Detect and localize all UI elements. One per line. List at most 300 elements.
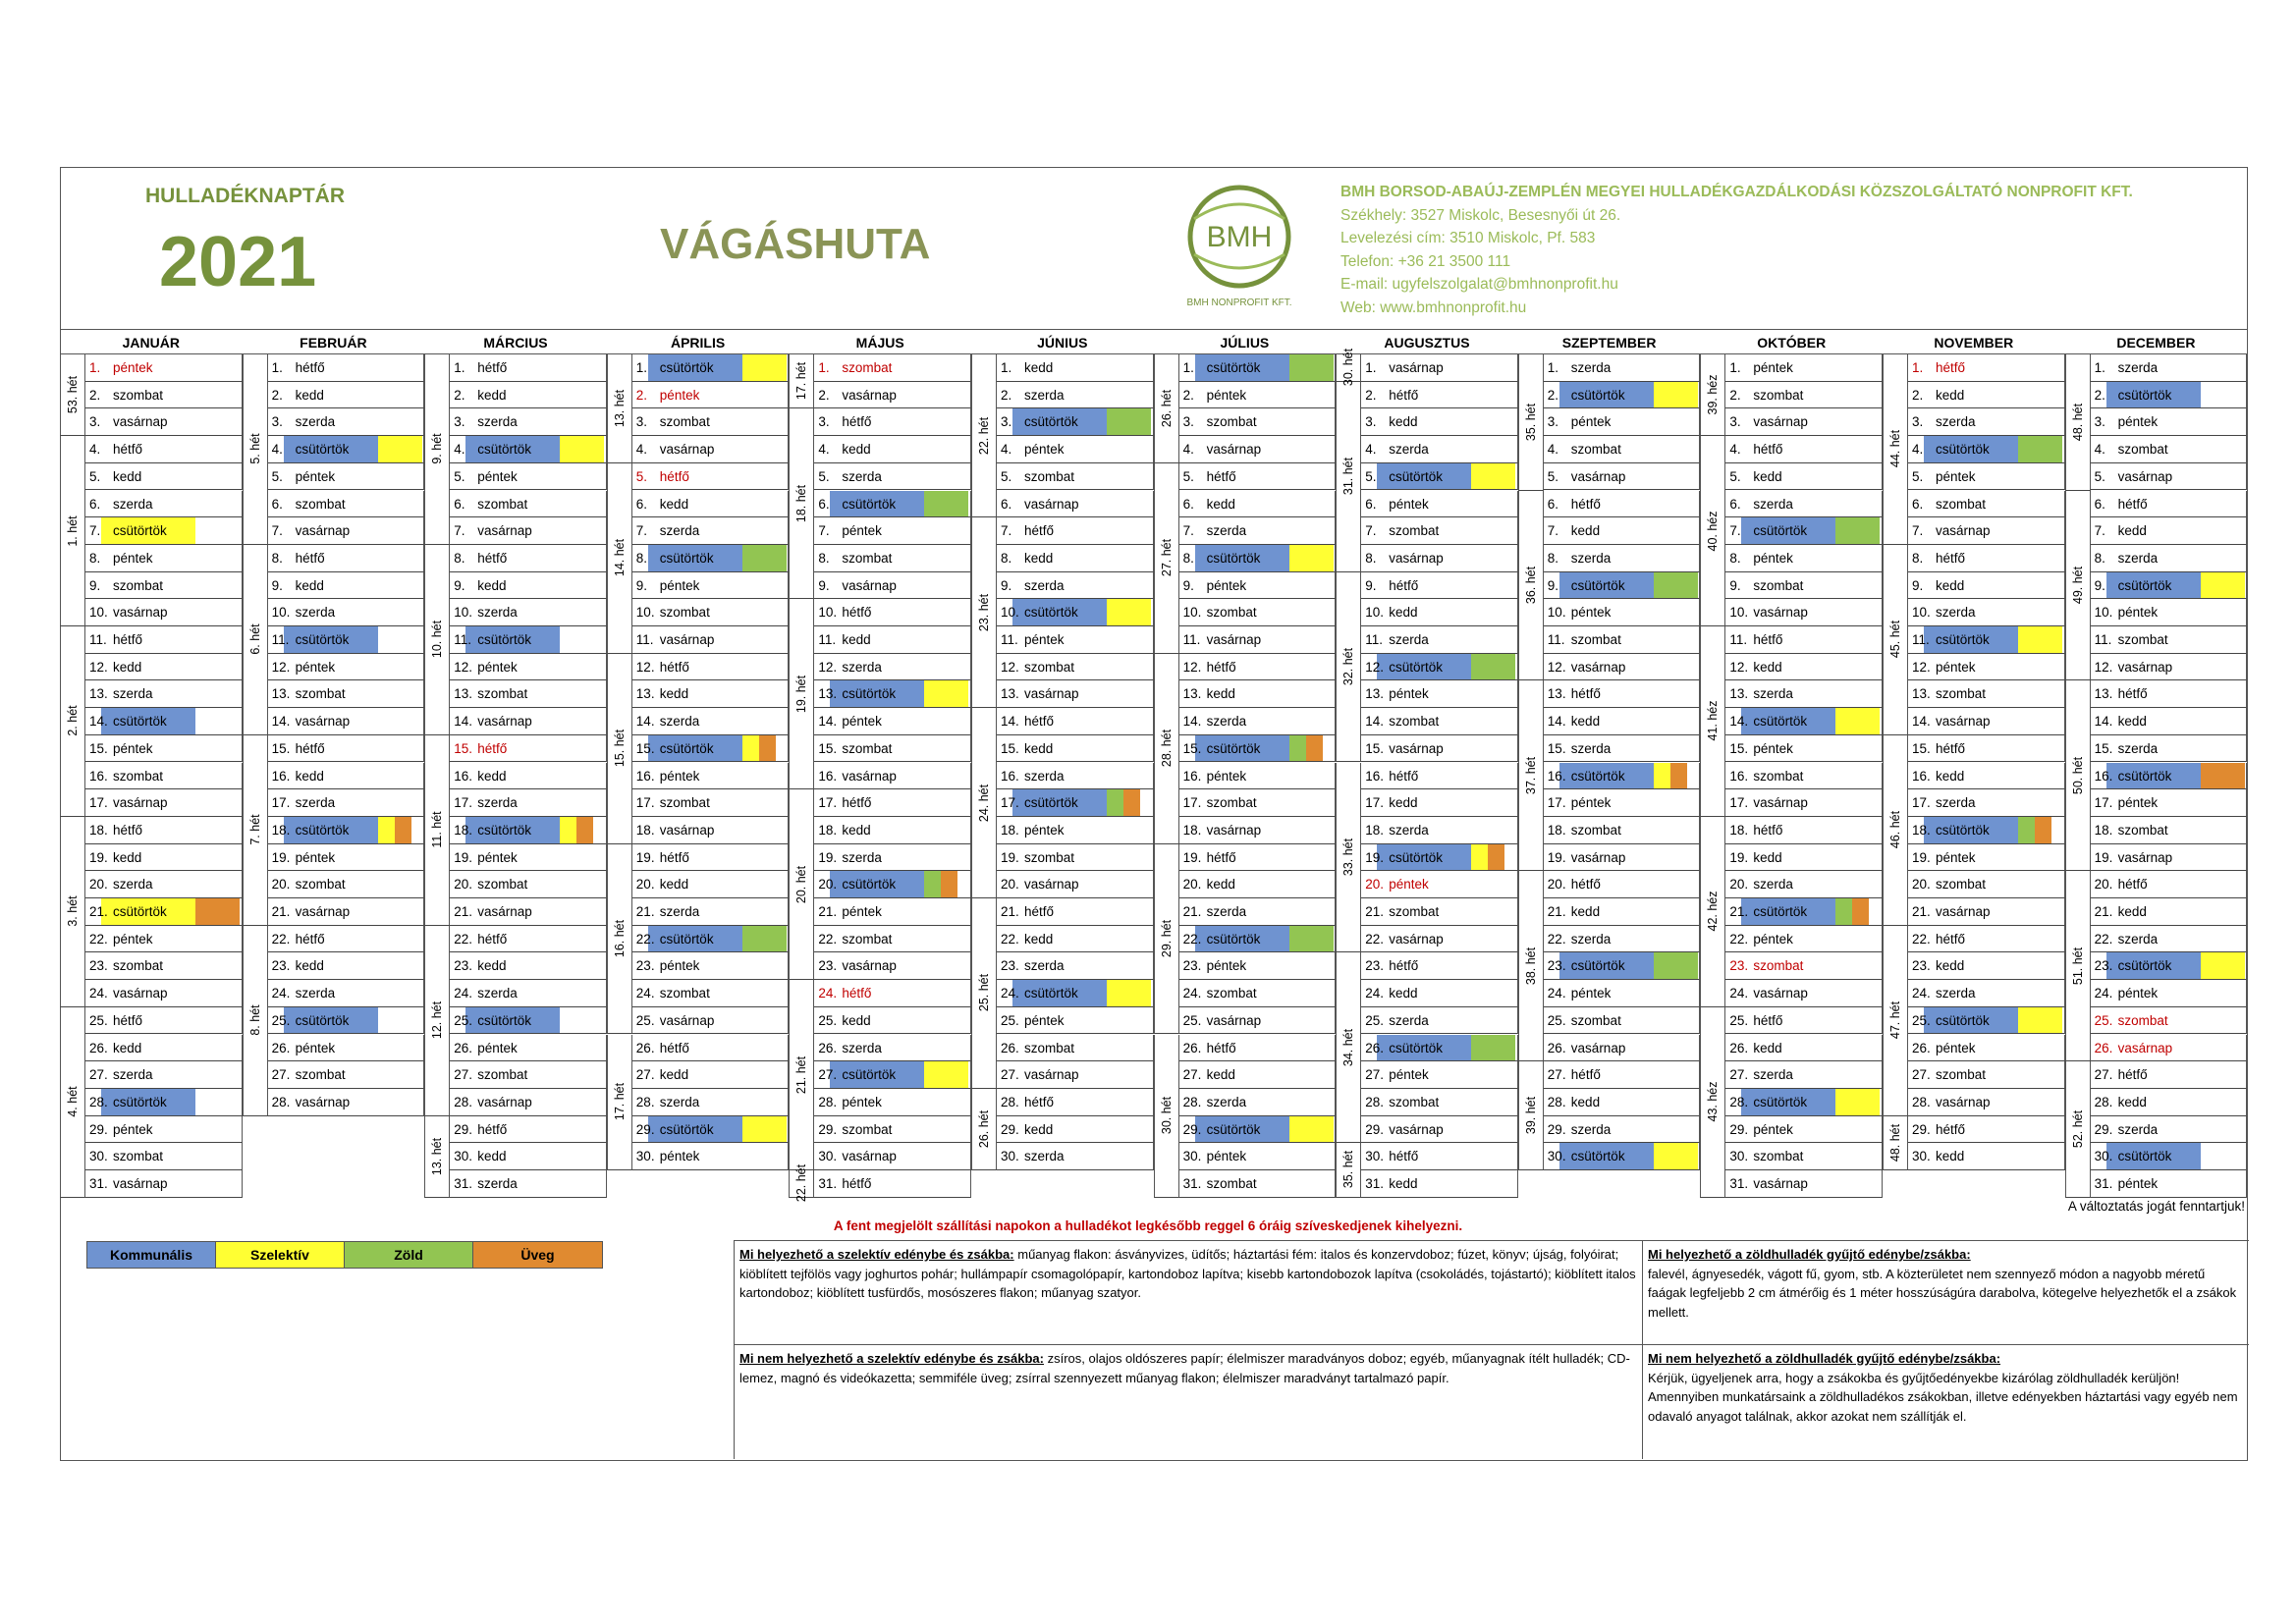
- day-number: 24.: [2094, 986, 2113, 1001]
- weekday-name: csütörtök: [842, 496, 897, 512]
- weekday-name: hétfő: [659, 659, 689, 675]
- day-number: 29.: [1365, 1121, 1384, 1137]
- day-row: [1908, 1089, 2065, 1116]
- day-number: 23.: [2094, 958, 2113, 974]
- week-number: 51. hét: [2065, 871, 2091, 1061]
- day-number: 15.: [271, 740, 291, 756]
- day-number: 15.: [454, 740, 472, 756]
- day-number: 23.: [1001, 958, 1019, 974]
- week-number: 41. héz: [1700, 626, 1725, 817]
- day-row: [814, 817, 971, 844]
- weekday-name: vasárnap: [1753, 795, 1808, 811]
- day-row: [1725, 354, 1883, 382]
- collection-marker: [1835, 517, 1880, 544]
- weekday-name: péntek: [477, 849, 518, 865]
- day-number: 2.: [2094, 387, 2105, 403]
- weekday-name: szerda: [1206, 904, 1247, 919]
- collection-marker: [1654, 763, 1670, 789]
- week-number: 31. hét: [1336, 382, 1361, 572]
- week-number: 9. hét: [424, 354, 450, 545]
- company-line: Székhely: 3527 Miskolc, Besesnyői út 26.: [1340, 206, 1621, 224]
- day-row: [450, 817, 607, 844]
- day-number: 18.: [1001, 822, 1019, 838]
- weekday-name: csütörtök: [113, 714, 167, 730]
- collection-marker: [1654, 572, 1698, 599]
- day-number: 19.: [1729, 849, 1749, 865]
- day-row: [632, 708, 790, 735]
- day-row: [632, 354, 790, 382]
- weekday-name: szerda: [1024, 1149, 1065, 1164]
- day-number: 23.: [635, 958, 655, 974]
- collection-marker: [1306, 735, 1323, 762]
- day-number: 18.: [271, 822, 291, 838]
- weekday-name: kedd: [2117, 904, 2147, 919]
- day-row: [997, 599, 1154, 626]
- day-row: [268, 789, 425, 817]
- day-row: [85, 545, 243, 572]
- weekday-name: csütörtök: [1936, 822, 1990, 838]
- weekday-name: csütörtök: [1024, 605, 1078, 621]
- day-row: [632, 789, 790, 817]
- weekday-name: csütörtök: [2117, 958, 2172, 974]
- weekday-name: szombat: [1206, 1176, 1257, 1191]
- weekday-name: péntek: [842, 523, 882, 539]
- weekday-name: szerda: [1570, 1121, 1612, 1137]
- weekday-name: szerda: [295, 795, 336, 811]
- weekday-name: vasárnap: [1753, 414, 1808, 430]
- day-number: 16.: [818, 768, 838, 784]
- month-header: JÚNIUS: [971, 329, 1154, 354]
- day-row: [1361, 626, 1518, 654]
- day-row: [1544, 789, 1701, 817]
- day-number: 19.: [1001, 849, 1019, 865]
- day-row: [997, 789, 1154, 817]
- collection-marker: [195, 898, 240, 925]
- day-row: [1361, 952, 1518, 980]
- day-number: 28.: [635, 1094, 655, 1109]
- day-row: [814, 1061, 971, 1089]
- weekday-name: péntek: [113, 360, 153, 375]
- day-number: 25.: [1182, 1012, 1202, 1028]
- weekday-name: szombat: [1753, 1149, 1804, 1164]
- day-number: 13.: [635, 686, 655, 702]
- weekday-name: vasárnap: [1389, 1121, 1444, 1137]
- weekday-name: hétfő: [477, 740, 508, 756]
- weekday-name: szombat: [842, 931, 893, 947]
- day-number: 27.: [1729, 1067, 1749, 1083]
- day-row: [268, 463, 425, 491]
- weekday-name: kedd: [1024, 550, 1054, 566]
- day-row: [1361, 980, 1518, 1007]
- day-number: 11.: [635, 632, 654, 647]
- weekday-name: csütörtök: [477, 822, 531, 838]
- day-number: 26.: [2094, 1040, 2113, 1055]
- weekday-name: vasárnap: [1936, 714, 1991, 730]
- day-row: [814, 980, 971, 1007]
- day-number: 20.: [1001, 877, 1019, 893]
- day-number: 10.: [89, 605, 108, 621]
- weekday-name: csütörtök: [659, 931, 714, 947]
- day-row: [1361, 436, 1518, 463]
- week-number: 11. hét: [424, 735, 450, 926]
- collection-marker: [2201, 763, 2245, 789]
- weekday-name: szerda: [295, 986, 336, 1001]
- logo-text: BMH: [1206, 221, 1273, 253]
- day-number: 30.: [1001, 1149, 1019, 1164]
- day-row: [1544, 980, 1701, 1007]
- day-row: [997, 926, 1154, 953]
- collection-marker: [2201, 572, 2245, 599]
- weekday-name: szombat: [295, 877, 346, 893]
- day-number: 3.: [818, 414, 830, 430]
- day-row: [632, 817, 790, 844]
- weekday-name: vasárnap: [1389, 740, 1444, 756]
- day-number: 6.: [271, 496, 283, 512]
- weekday-name: péntek: [2117, 605, 2159, 621]
- collection-marker: [1289, 735, 1306, 762]
- day-number: 28.: [1001, 1094, 1019, 1109]
- day-number: 9.: [271, 577, 283, 593]
- day-row: [450, 517, 607, 545]
- day-number: 15.: [1729, 740, 1749, 756]
- day-number: 22.: [1001, 931, 1019, 947]
- day-number: 20.: [818, 877, 838, 893]
- weekday-name: kedd: [1389, 605, 1418, 621]
- weekday-name: vasárnap: [1206, 822, 1262, 838]
- day-row: [814, 1143, 971, 1170]
- day-row: [997, 1007, 1154, 1035]
- weekday-name: kedd: [1753, 468, 1782, 484]
- day-number: 3.: [1729, 414, 1741, 430]
- day-number: 7.: [1547, 523, 1559, 539]
- weekday-name: péntek: [1389, 496, 1429, 512]
- day-row: [2091, 436, 2248, 463]
- day-row: [2091, 1007, 2248, 1035]
- day-row: [814, 626, 971, 654]
- day-number: 24.: [1365, 986, 1384, 1001]
- day-row: [1908, 871, 2065, 898]
- week-number: 52. hét: [2065, 1061, 2091, 1198]
- day-row: [997, 1035, 1154, 1062]
- day-number: 10.: [1729, 605, 1749, 621]
- weekday-name: szerda: [477, 986, 518, 1001]
- weekday-name: kedd: [1389, 986, 1418, 1001]
- collection-marker: [560, 436, 604, 462]
- day-number: 6.: [635, 496, 648, 512]
- day-number: 25.: [818, 1012, 838, 1028]
- day-row: [1544, 1007, 1701, 1035]
- day-row: [632, 680, 790, 708]
- day-row: [1544, 844, 1701, 872]
- weekday-name: hétfő: [1389, 768, 1419, 784]
- weekday-name: vasárnap: [1570, 1040, 1626, 1055]
- weekday-name: csütörtök: [1024, 986, 1078, 1001]
- day-row: [814, 599, 971, 626]
- collection-marker: [1471, 463, 1515, 490]
- weekday-name: vasárnap: [659, 1012, 715, 1028]
- weekday-name: csütörtök: [1024, 414, 1078, 430]
- day-row: [1908, 980, 2065, 1007]
- day-row: [814, 735, 971, 763]
- weekday-name: péntek: [842, 904, 882, 919]
- day-number: 18.: [89, 822, 108, 838]
- week-number: 22. hét: [789, 1170, 814, 1198]
- day-row: [268, 844, 425, 872]
- week-number: 36. hét: [1518, 491, 1544, 681]
- day-number: 15.: [1001, 740, 1019, 756]
- weekday-name: hétfő: [295, 740, 325, 756]
- week-number: 12. hét: [424, 926, 450, 1116]
- day-row: [450, 680, 607, 708]
- day-row: [997, 763, 1154, 790]
- day-row: [814, 463, 971, 491]
- weekday-name: vasárnap: [1206, 632, 1262, 647]
- weekday-name: vasárnap: [477, 714, 532, 730]
- day-row: [1725, 1116, 1883, 1144]
- weekday-name: szombat: [295, 686, 346, 702]
- weekday-name: péntek: [659, 1149, 700, 1164]
- day-row: [1544, 545, 1701, 572]
- day-number: 26.: [1729, 1040, 1749, 1055]
- day-row: [1908, 354, 2065, 382]
- day-number: 26.: [1547, 1040, 1566, 1055]
- day-number: 25.: [1547, 1012, 1566, 1028]
- day-row: [1908, 1007, 2065, 1035]
- day-number: 17.: [635, 795, 655, 811]
- day-row: [997, 1061, 1154, 1089]
- day-number: 8.: [454, 550, 465, 566]
- day-number: 23.: [1729, 958, 1749, 974]
- week-number: 20. hét: [789, 789, 814, 980]
- day-number: 3.: [271, 414, 283, 430]
- day-number: 30.: [1547, 1149, 1566, 1164]
- green-forbidden-title: Mi nem helyezhető a zöldhulladék gyűjtő edénybe/zsákba:: [1648, 1351, 2001, 1366]
- day-row: [85, 1089, 243, 1116]
- weekday-name: hétfő: [1206, 849, 1236, 865]
- day-row: [1908, 463, 2065, 491]
- weekday-name: hétfő: [842, 1176, 872, 1191]
- day-number: 21.: [271, 904, 291, 919]
- day-row: [450, 408, 607, 436]
- day-number: 23.: [818, 958, 838, 974]
- day-number: 5.: [1912, 468, 1924, 484]
- day-row: [1361, 517, 1518, 545]
- week-number: 48. hét: [1883, 1116, 1908, 1170]
- weekday-name: szerda: [477, 605, 518, 621]
- day-row: [1361, 1143, 1518, 1170]
- day-row: [632, 763, 790, 790]
- weekday-name: vasárnap: [477, 1094, 532, 1109]
- weekday-name: kedd: [659, 496, 689, 512]
- weekday-name: kedd: [113, 1040, 142, 1055]
- day-row: [1361, 871, 1518, 898]
- day-number: 29.: [454, 1121, 472, 1137]
- weekday-name: hétfő: [477, 931, 508, 947]
- day-row: [997, 817, 1154, 844]
- weekday-name: szerda: [113, 1067, 153, 1083]
- day-row: [450, 926, 607, 953]
- weekday-name: csütörtök: [113, 1094, 167, 1109]
- day-row: [1361, 572, 1518, 600]
- weekday-name: péntek: [113, 931, 153, 947]
- day-row: [2091, 354, 2248, 382]
- day-number: 4.: [2094, 442, 2105, 458]
- day-number: 14.: [2094, 714, 2113, 730]
- weekday-name: vasárnap: [477, 523, 532, 539]
- week-number: 39. héz: [1700, 354, 1725, 436]
- day-row: [268, 1007, 425, 1035]
- weekday-name: csütörtök: [295, 822, 350, 838]
- day-row: [2091, 926, 2248, 953]
- day-number: 13.: [1001, 686, 1019, 702]
- day-number: 4.: [1001, 442, 1012, 458]
- weekday-name: szombat: [1570, 822, 1621, 838]
- weekday-name: hétfő: [295, 931, 325, 947]
- day-row: [2091, 1035, 2248, 1062]
- day-number: 27.: [271, 1067, 291, 1083]
- weekday-name: szerda: [1570, 360, 1612, 375]
- weekday-name: szombat: [842, 360, 893, 375]
- weekday-name: hétfő: [2117, 496, 2148, 512]
- day-number: 27.: [1365, 1067, 1384, 1083]
- day-row: [450, 980, 607, 1007]
- day-row: [2091, 789, 2248, 817]
- day-number: 21.: [1365, 904, 1384, 919]
- week-number: 38. hét: [1518, 871, 1544, 1061]
- weekday-name: hétfő: [1936, 931, 1966, 947]
- collection-marker: [1488, 844, 1504, 871]
- selective-allowed-box: [735, 1241, 1643, 1345]
- day-number: 18.: [818, 822, 838, 838]
- day-number: 30.: [1365, 1149, 1384, 1164]
- weekday-name: kedd: [2117, 1094, 2147, 1109]
- day-row: [450, 382, 607, 409]
- weekday-name: vasárnap: [295, 523, 351, 539]
- day-row: [1361, 680, 1518, 708]
- weekday-name: vasárnap: [295, 1094, 351, 1109]
- day-row: [997, 572, 1154, 600]
- day-row: [1908, 1061, 2065, 1089]
- weekday-name: kedd: [842, 632, 871, 647]
- day-number: 31.: [89, 1176, 108, 1191]
- day-row: [85, 436, 243, 463]
- day-row: [450, 952, 607, 980]
- weekday-name: csütörtök: [1936, 442, 1990, 458]
- day-row: [632, 1089, 790, 1116]
- day-number: 12.: [454, 659, 472, 675]
- day-number: 14.: [1912, 714, 1931, 730]
- weekday-name: péntek: [1206, 768, 1247, 784]
- weekday-name: péntek: [1024, 632, 1065, 647]
- weekday-name: vasárnap: [1936, 904, 1991, 919]
- weekday-name: szerda: [842, 659, 882, 675]
- week-number: 47. hét: [1883, 926, 1908, 1116]
- weekday-name: kedd: [1753, 659, 1782, 675]
- day-row: [450, 354, 607, 382]
- weekday-name: kedd: [659, 1067, 689, 1083]
- weekday-name: csütörtök: [659, 550, 714, 566]
- day-row: [1725, 463, 1883, 491]
- day-row: [997, 436, 1154, 463]
- day-number: 16.: [1912, 768, 1931, 784]
- day-row: [2091, 871, 2248, 898]
- day-row: [1544, 517, 1701, 545]
- day-number: 7.: [1365, 523, 1377, 539]
- day-number: 21.: [1912, 904, 1931, 919]
- weekday-name: péntek: [477, 659, 518, 675]
- day-row: [1725, 763, 1883, 790]
- collection-marker: [1289, 354, 1334, 381]
- weekday-name: szombat: [1206, 986, 1257, 1001]
- day-row: [2091, 980, 2248, 1007]
- weekday-name: kedd: [1936, 387, 1965, 403]
- day-number: 9.: [89, 577, 101, 593]
- week-number: 26. hét: [1154, 354, 1179, 463]
- day-row: [632, 545, 790, 572]
- weekday-name: hétfő: [2117, 877, 2148, 893]
- weekday-name: vasárnap: [113, 1176, 168, 1191]
- weekday-name: csütörtök: [1753, 714, 1808, 730]
- day-number: 9.: [454, 577, 465, 593]
- weekday-name: vasárnap: [477, 904, 532, 919]
- day-number: 7.: [454, 523, 465, 539]
- day-row: [2091, 382, 2248, 409]
- day-number: 20.: [271, 877, 291, 893]
- day-number: 1.: [454, 360, 465, 375]
- weekday-name: szombat: [477, 686, 528, 702]
- day-number: 11.: [1182, 632, 1201, 647]
- weekday-name: szerda: [113, 877, 153, 893]
- day-row: [85, 491, 243, 518]
- weekday-name: szerda: [1389, 632, 1429, 647]
- day-number: 22.: [1365, 931, 1384, 947]
- green-forbidden-box: [1643, 1345, 2249, 1459]
- week-number: 48. hét: [2065, 354, 2091, 491]
- weekday-name: csütörtök: [1570, 1149, 1625, 1164]
- weekday-name: péntek: [1206, 1149, 1247, 1164]
- day-number: 15.: [635, 740, 655, 756]
- weekday-name: péntek: [477, 468, 518, 484]
- day-row: [1908, 735, 2065, 763]
- day-row: [1179, 1061, 1337, 1089]
- day-number: 26.: [1001, 1040, 1019, 1055]
- weekday-name: hétfő: [1936, 740, 1966, 756]
- week-number: 18. hét: [789, 408, 814, 599]
- day-number: 6.: [1729, 496, 1741, 512]
- day-row: [268, 735, 425, 763]
- day-number: 5.: [2094, 468, 2105, 484]
- day-row: [1544, 1089, 1701, 1116]
- day-row: [85, 735, 243, 763]
- day-row: [450, 545, 607, 572]
- day-row: [1179, 354, 1337, 382]
- town-name: VÁGÁSHUTA: [660, 220, 931, 268]
- weekday-name: péntek: [659, 577, 700, 593]
- day-row: [997, 1143, 1154, 1170]
- weekday-name: vasárnap: [113, 795, 168, 811]
- day-number: 29.: [1912, 1121, 1931, 1137]
- day-number: 6.: [1001, 496, 1012, 512]
- day-row: [450, 1116, 607, 1144]
- day-row: [997, 463, 1154, 491]
- day-number: 7.: [2094, 523, 2105, 539]
- day-row: [2091, 735, 2248, 763]
- day-number: 25.: [1001, 1012, 1019, 1028]
- day-row: [1179, 599, 1337, 626]
- day-number: 12.: [1912, 659, 1931, 675]
- collection-marker: [1107, 599, 1151, 625]
- weekday-name: szombat: [1753, 768, 1804, 784]
